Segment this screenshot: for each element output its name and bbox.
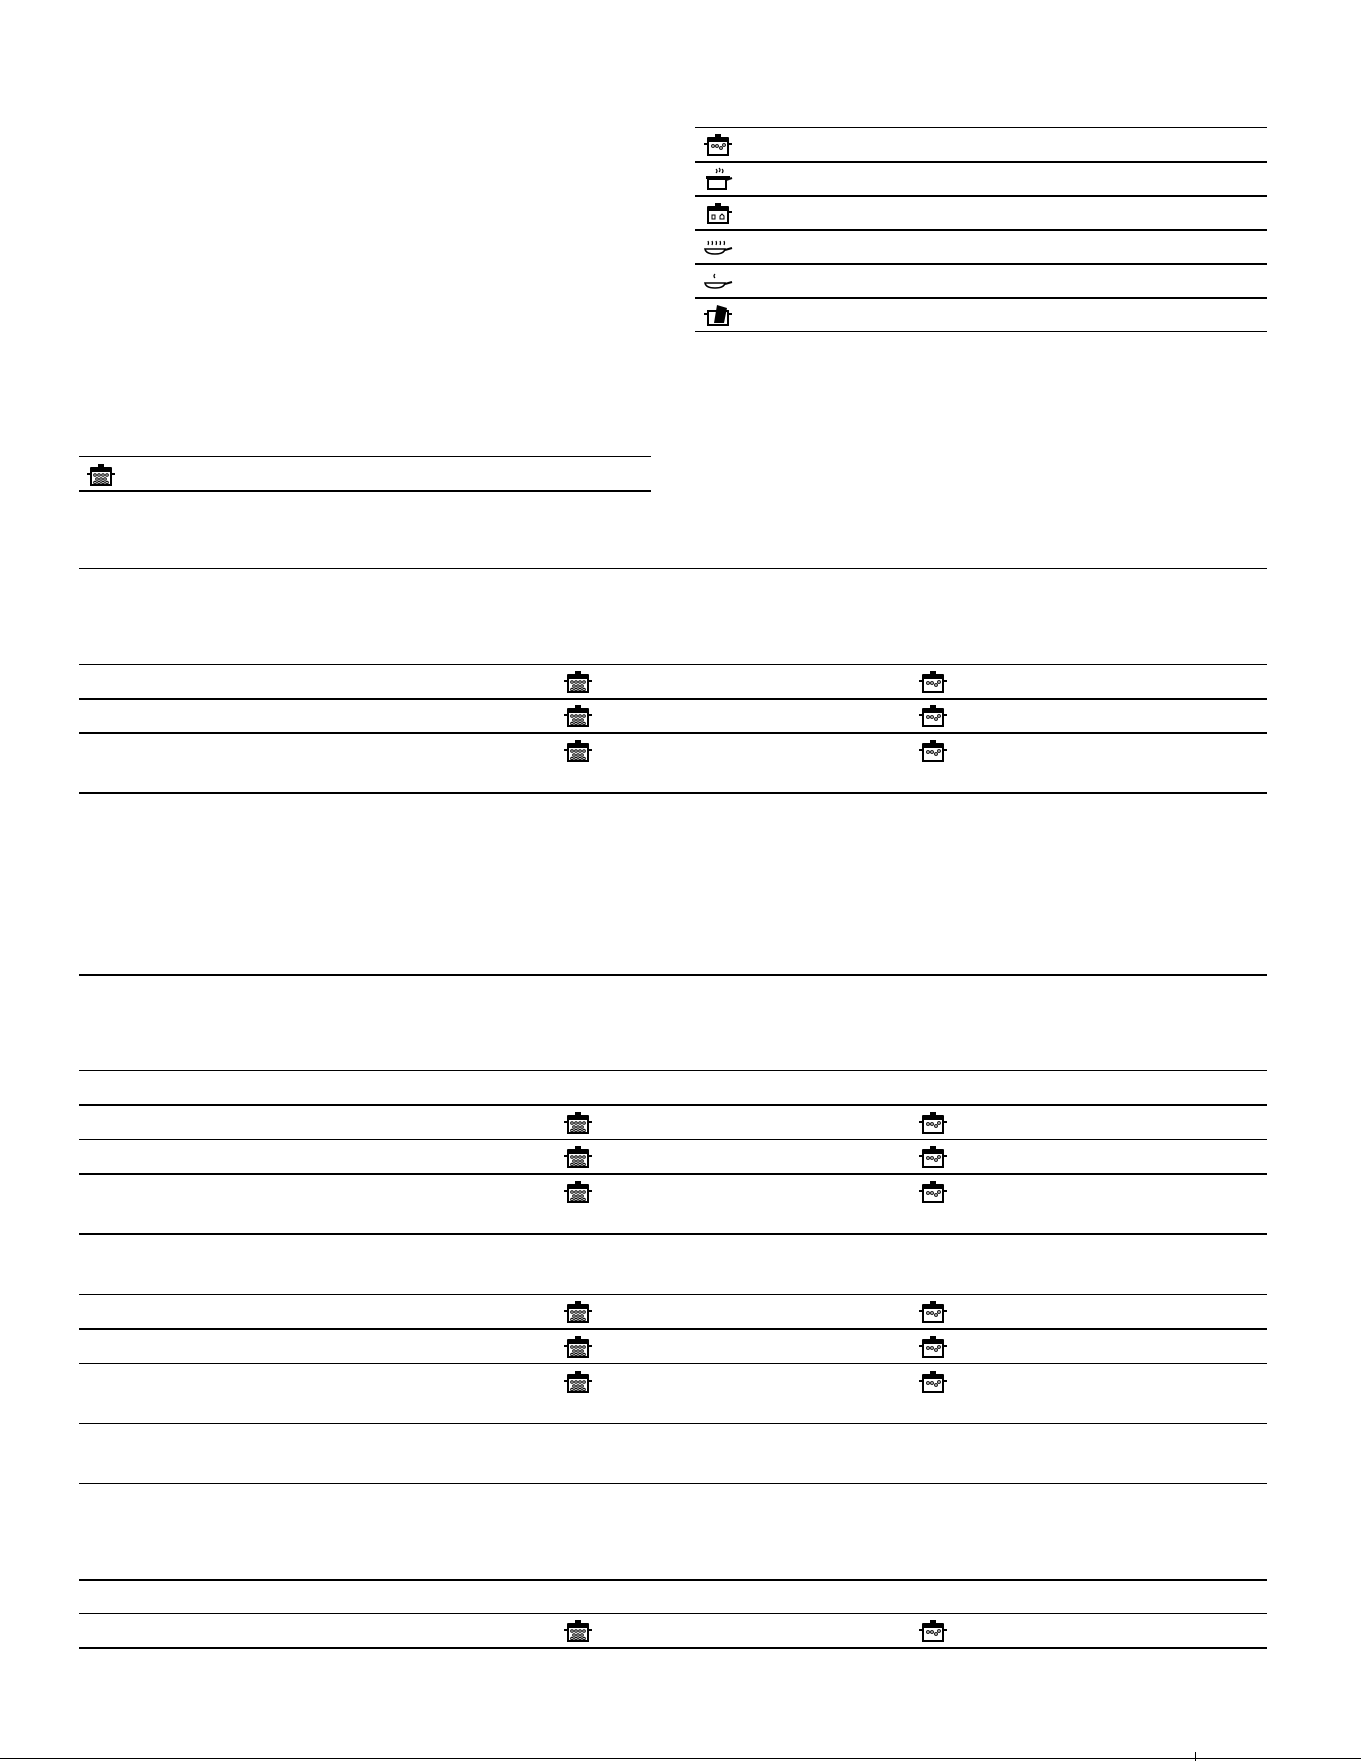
pot-full-boil-icon	[563, 1619, 593, 1643]
rule	[79, 1613, 1267, 1614]
roasting-pan-icon	[703, 303, 733, 327]
pot-full-boil-icon	[563, 1335, 593, 1359]
pot-simmering-icon	[918, 739, 948, 763]
rule	[79, 568, 1267, 569]
rule	[695, 331, 1267, 332]
pot-simmering-icon	[918, 1145, 948, 1169]
rule	[79, 1173, 1267, 1175]
pan-frying-hot-icon	[703, 235, 733, 259]
rule	[79, 1294, 1267, 1295]
rule	[695, 127, 1267, 128]
rule	[79, 1233, 1267, 1235]
pot-simmering-icon	[703, 133, 733, 157]
rule	[79, 1363, 1267, 1364]
pot-full-boil-icon	[563, 1300, 593, 1324]
pot-full-boil-icon	[563, 704, 593, 728]
rule	[695, 263, 1267, 265]
rule	[79, 456, 651, 457]
rule	[695, 161, 1267, 163]
page-footer-rule	[0, 1758, 1361, 1759]
pot-full-boil-icon	[563, 739, 593, 763]
pot-simmering-icon	[918, 1300, 948, 1324]
pot-full-boil-icon	[86, 463, 116, 487]
rule	[695, 297, 1267, 299]
page-footer-tick	[1195, 1752, 1196, 1761]
rule	[79, 490, 651, 492]
rule	[79, 1070, 1267, 1071]
pot-simmering-icon	[918, 1111, 948, 1135]
pan-frying-icon	[703, 269, 733, 293]
pot-boiling-over-icon	[703, 167, 733, 191]
pot-simmering-icon	[918, 670, 948, 694]
rule	[79, 1647, 1267, 1649]
pot-covered-icon	[703, 201, 733, 225]
rule	[79, 1139, 1267, 1140]
rule	[79, 1579, 1267, 1581]
pot-full-boil-icon	[563, 1180, 593, 1204]
rule	[79, 1328, 1267, 1330]
rule	[695, 195, 1267, 197]
rule	[79, 1483, 1267, 1484]
pot-simmering-icon	[918, 1370, 948, 1394]
pot-full-boil-icon	[563, 1111, 593, 1135]
pot-simmering-icon	[918, 1180, 948, 1204]
pot-full-boil-icon	[563, 1370, 593, 1394]
rule	[79, 664, 1267, 665]
rule	[79, 1423, 1267, 1424]
rule	[79, 792, 1267, 794]
pot-simmering-icon	[918, 1335, 948, 1359]
rule	[79, 732, 1267, 734]
rule	[79, 974, 1267, 976]
pot-full-boil-icon	[563, 670, 593, 694]
pot-full-boil-icon	[563, 1145, 593, 1169]
pot-simmering-icon	[918, 1619, 948, 1643]
pot-simmering-icon	[918, 704, 948, 728]
rule	[79, 1104, 1267, 1106]
rule	[79, 698, 1267, 700]
rule	[695, 229, 1267, 231]
